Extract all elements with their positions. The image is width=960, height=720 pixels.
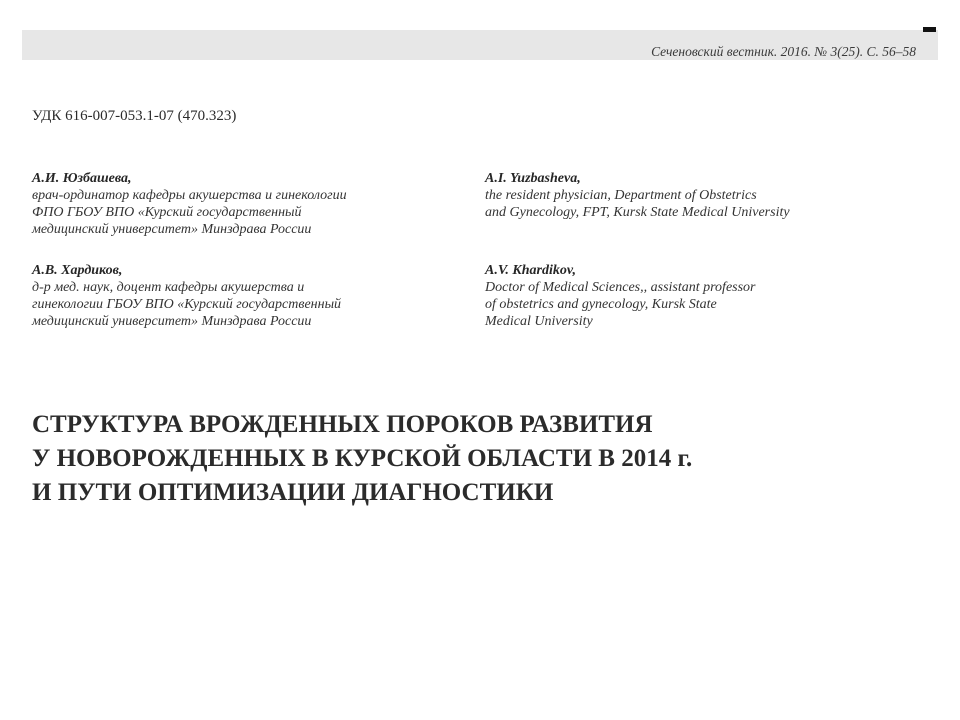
author-affiliation-line: of obstetrics and gynecology, Kursk State	[485, 297, 717, 312]
udc-code: УДК 616-007-053.1-07 (470.323)	[32, 108, 237, 124]
article-title-line: И ПУТИ ОПТИМИЗАЦИИ ДИАГНОСТИКИ	[32, 479, 554, 506]
author-block-en-1	[485, 170, 790, 221]
author-affiliation-line: д-р мед. наук, доцент кафедры акушерства и	[32, 280, 305, 295]
author-block-ru-1	[32, 170, 347, 238]
author-affiliation-line: ФПО ГБОУ ВПО «Курский государственный	[32, 205, 302, 220]
author-affiliation-line: Doctor of Medical Sciences,, assistant professor	[485, 280, 756, 295]
author-name: A.I. Yuzbasheva,	[485, 171, 581, 186]
author-affiliation-line: врач-ординатор кафедры акушерства и гинекологии	[32, 188, 347, 203]
author-affiliation-line: Medical University	[485, 314, 593, 329]
author-name: А.И. Юзбашева,	[32, 171, 132, 186]
author-name: A.V. Khardikov,	[485, 263, 577, 278]
author-affiliation-line: медицинский университет» Минздрава России	[32, 222, 312, 237]
author-block-en-2	[485, 262, 756, 330]
author-affiliation-line: the resident physician, Department of Obstetrics	[485, 188, 757, 203]
author-name: А.В. Хардиков,	[32, 263, 123, 278]
author-affiliation-line: медицинский университет» Минздрава России	[32, 314, 312, 329]
author-block-ru-2	[32, 262, 341, 330]
article-title-line: У НОВОРОЖДЕННЫХ В КУРСКОЙ ОБЛАСТИ В 2014 г.	[32, 445, 693, 472]
journal-reference: Сеченовский вестник. 2016. № 3(25). С. 56–58	[651, 44, 916, 59]
article-title	[32, 408, 692, 510]
author-affiliation-line: and Gynecology, FPT, Kursk State Medical University	[485, 205, 790, 220]
article-title-line: СТРУКТУРА ВРОЖДЕННЫХ ПОРОКОВ РАЗВИТИЯ	[32, 411, 653, 438]
author-affiliation-line: гинекологии ГБОУ ВПО «Курский государственный	[32, 297, 342, 312]
corner-mark	[923, 27, 936, 32]
